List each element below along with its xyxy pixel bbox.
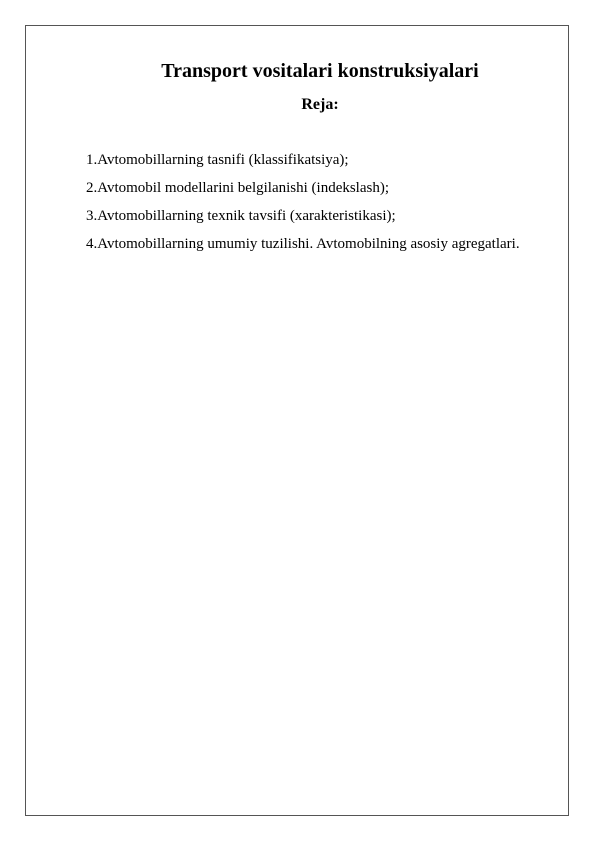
plan-heading	[0, 95, 596, 115]
plan-item-2: 2.Avtomobil modellarini belgilanishi (indekslash);	[86, 180, 390, 196]
plan-item-3: 3.Avtomobillarning texnik tavsifi (xarakteristikasi);	[86, 208, 396, 224]
page-title	[0, 58, 596, 84]
plan-item-4: 4.Avtomobillarning umumiy tuzilishi. Avtomobilning asosiy agregatlari.	[86, 236, 520, 252]
plan-list	[86, 150, 520, 262]
plan-item-1: 1.Avtomobillarning tasnifi (klassifikatsiya);	[86, 152, 349, 168]
page-title-text: Transport vositalari konstruksiyalari	[161, 60, 479, 82]
plan-heading-text: Reja:	[301, 96, 339, 113]
page-border	[25, 25, 569, 816]
